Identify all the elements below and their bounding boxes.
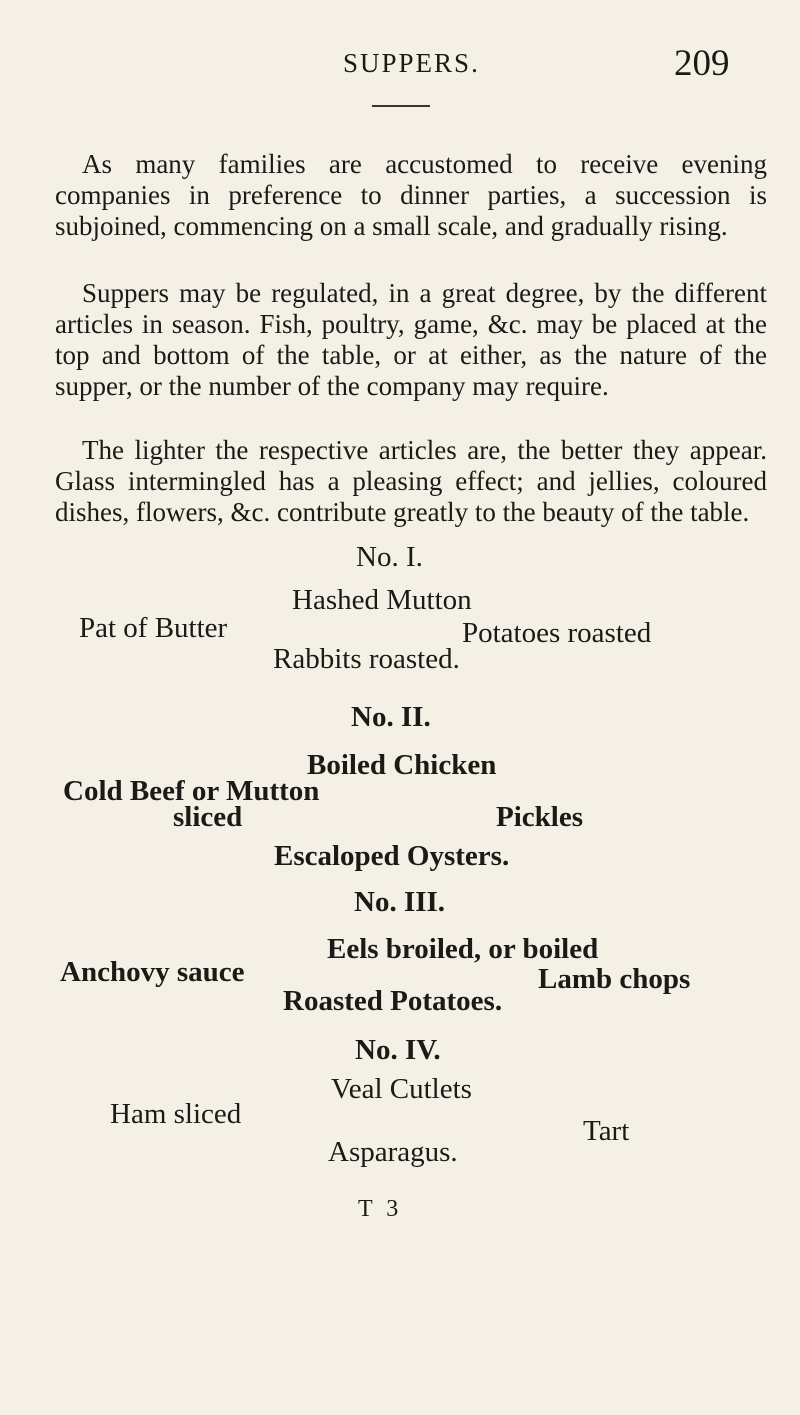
menu-1-heading: No. I. — [356, 541, 423, 573]
signature-mark: T 3 — [358, 1196, 403, 1222]
menu-4-left-dish: Ham sliced — [110, 1098, 242, 1130]
menu-4-heading: No. IV. — [355, 1034, 441, 1066]
menu-1-top-dish: Hashed Mutton — [292, 584, 472, 616]
paragraph-regulation: Suppers may be regulated, in a great degree, by the different articles in season. Fish, poultry, game, &c. may be placed at the top and bottom of the table, or at either, as the nature of the supper, or the number of the company may require. — [55, 278, 767, 401]
paragraph-presentation: The lighter the respective articles are, the better they appear. Glass intermingled has a pleasing effect; and jellies, coloured dishes, flowers, &c. contribute greatly to the beauty of the table. — [55, 435, 767, 527]
paragraph-intro: As many families are accustomed to receive evening companies in preference to dinner parties, a succession is subjoined, commencing on a small scale, and gradually rising. — [55, 149, 767, 241]
header-rule — [372, 105, 430, 107]
menu-3-heading: No. III. — [354, 886, 446, 918]
menu-3-right-dish: Lamb chops — [538, 963, 691, 995]
menu-1-left-dish: Pat of Butter — [79, 612, 228, 644]
menu-3-left-dish: Anchovy sauce — [60, 956, 245, 988]
running-title: SUPPERS. — [343, 48, 480, 78]
menu-1-right-dish: Potatoes roasted — [462, 617, 652, 649]
menu-3-top-dish: Eels broiled, or boiled — [327, 933, 599, 965]
menu-4-right-dish: Tart — [583, 1115, 630, 1147]
menu-4-top-dish: Veal Cutlets — [331, 1073, 472, 1105]
menu-2-left-dish-line1: Cold Beef or Mutton — [63, 775, 320, 807]
menu-4-bottom-dish: Asparagus. — [328, 1136, 458, 1168]
page-number: 209 — [674, 43, 730, 84]
menu-2-top-dish: Boiled Chicken — [307, 749, 497, 781]
menu-2-bottom-dish: Escaloped Oysters. — [274, 840, 510, 872]
menu-2-right-dish: Pickles — [496, 801, 583, 833]
menu-3-bottom-dish: Roasted Potatoes. — [283, 985, 503, 1017]
menu-1-bottom-dish: Rabbits roasted. — [273, 643, 460, 675]
menu-2-left-dish-line2: sliced — [173, 801, 243, 833]
menu-2-heading: No. II. — [351, 701, 431, 733]
